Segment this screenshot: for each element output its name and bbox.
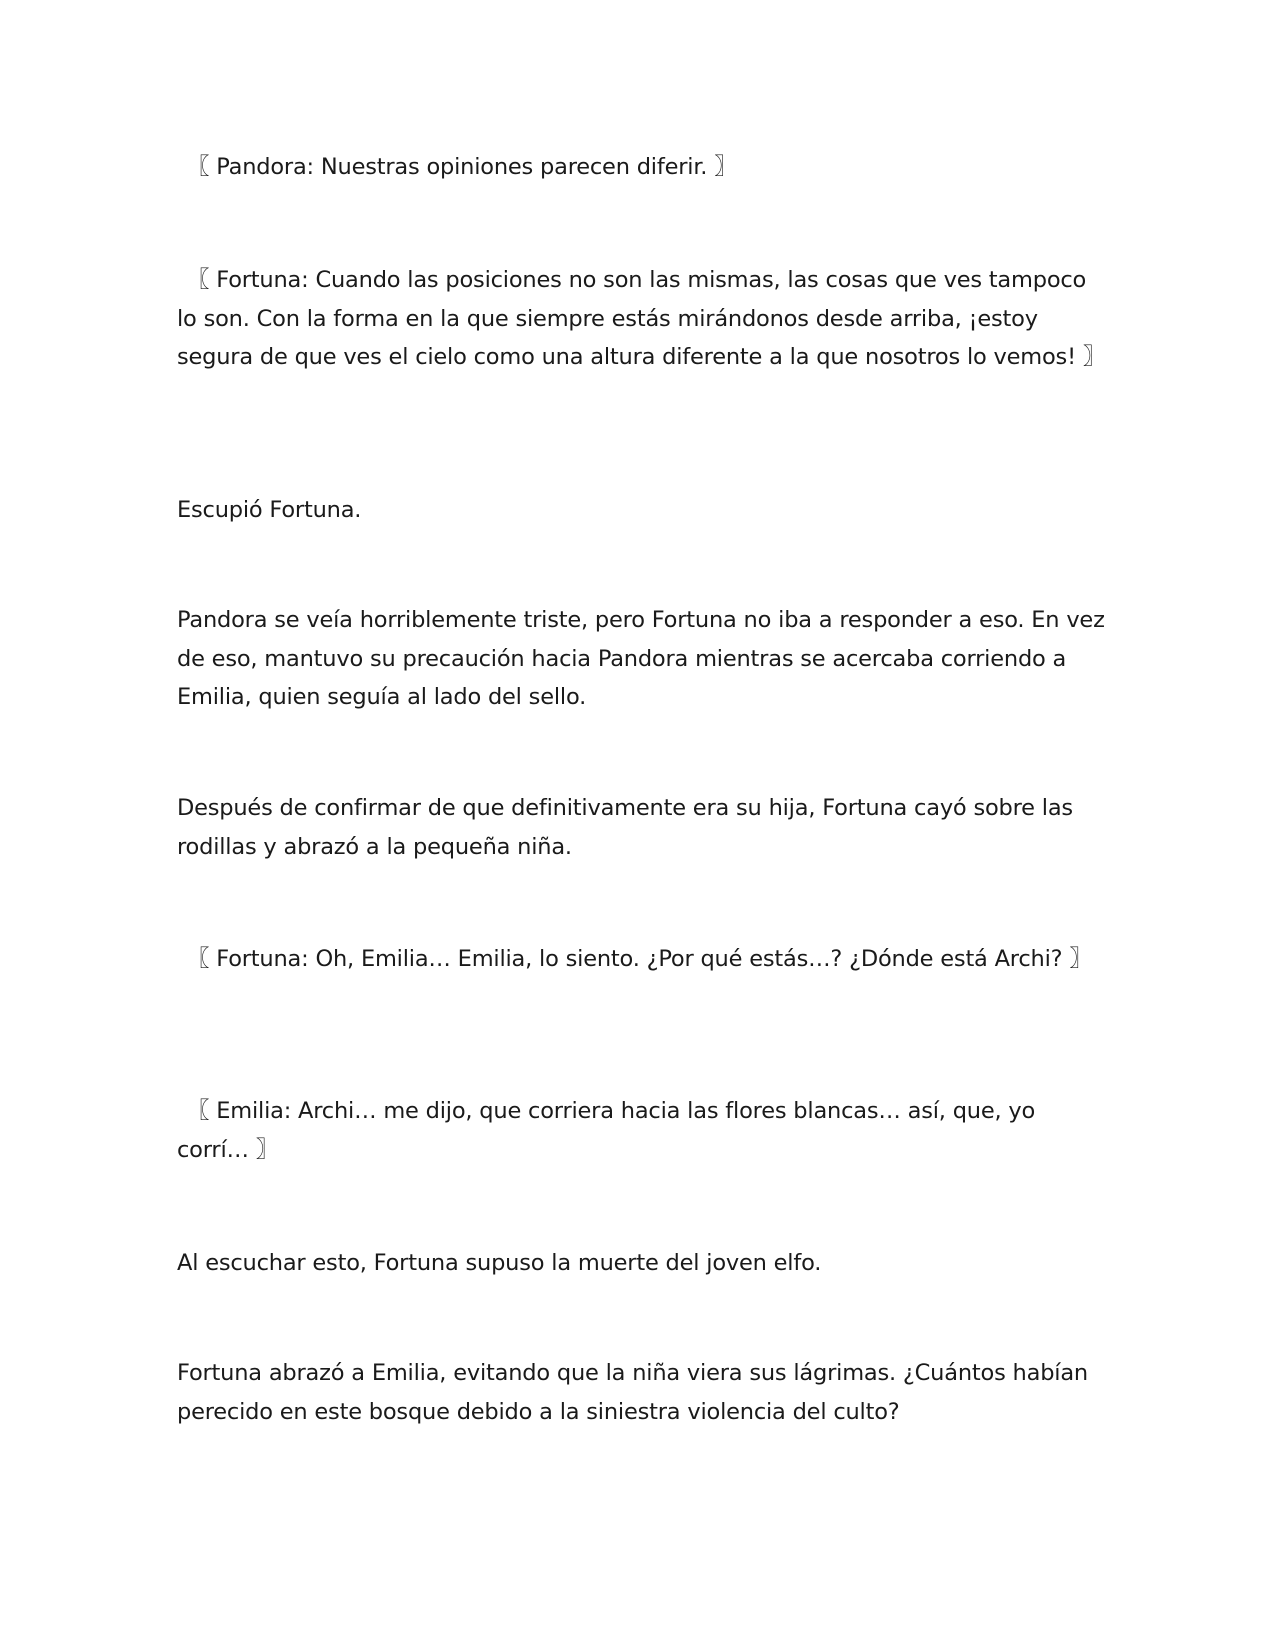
narration-paragraph-embrace: Fortuna abrazó a Emilia, evitando que la niña viera sus lágrimas. ¿Cuántos habían perecido en este bosque debido a la siniestra violencia del culto?	[177, 1360, 1095, 1425]
narration-paragraph-spat: Escupió Fortuna.	[177, 497, 362, 523]
narration-paragraph-confirm-daughter: Después de confirmar de que definitivamente era su hija, Fortuna cayó sobre las rodillas y abrazó a la pequeña niña.	[177, 795, 1080, 860]
dialogue-paragraph-emilia-archi: 〖 Emilia: Archi… me dijo, que corriera hacia las flores blancas… así, que, yo corrí… 〗	[177, 1098, 1043, 1163]
narration-paragraph-pandora-sad: Pandora se veía horriblemente triste, pero Fortuna no iba a responder a eso. En vez de eso, mantuvo su precaución hacia Pandora mientras se acercaba corriendo a Emilia, quien seguía al lado del sello.	[177, 607, 1112, 710]
dialogue-paragraph-fortuna-positions: 〖 Fortuna: Cuando las posiciones no son las mismas, las cosas que ves tampoco lo son. Con la forma en la que siempre estás mirándonos desde arriba, ¡estoy segura de que ves el cielo como una altura diferente a la que nosotros lo vemos! 〗	[177, 267, 1106, 370]
dialogue-paragraph-pandora: 〖 Pandora: Nuestras opiniones parecen diferir. 〗	[187, 154, 737, 180]
dialogue-paragraph-fortuna-emilia: 〖 Fortuna: Oh, Emilia… Emilia, lo siento. ¿Por qué estás…? ¿Dónde está Archi? 〗	[187, 946, 1092, 972]
narration-paragraph-elf-death: Al escuchar esto, Fortuna supuso la muerte del joven elfo.	[177, 1250, 822, 1276]
